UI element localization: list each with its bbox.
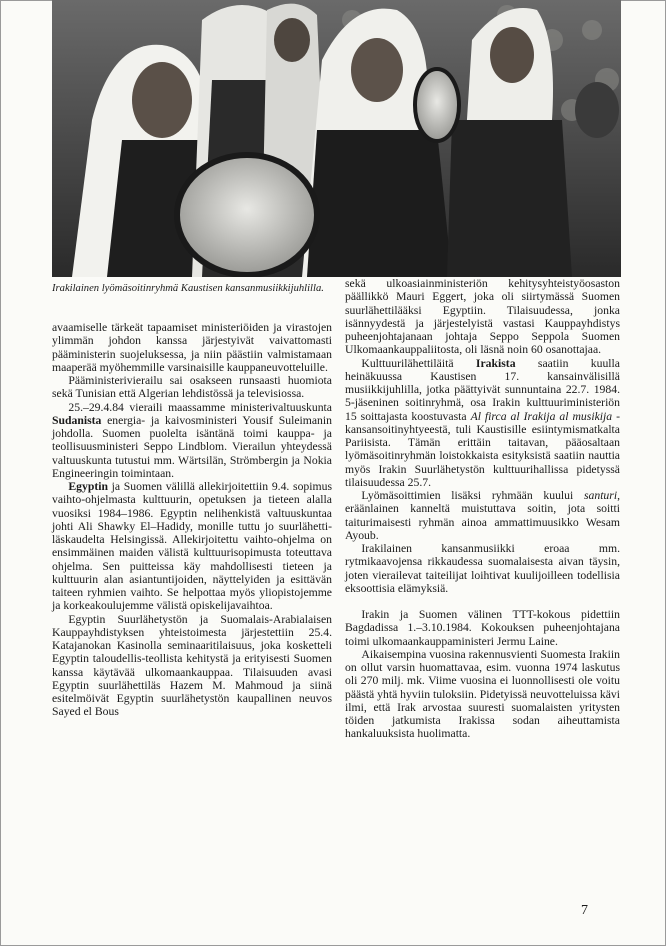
paragraph: 25.–29.4.84 vieraili maassamme ministerivaltuuskunta Sudanista energia- ja kaivosministeri Yousif Suleimanin johdolla. Suomen puolelta isäntänä toimi kauppa- ja teollisuusministeri Seppo Lindblom. Vierailun yhteydessä valtuuskunta tutustui mm. Wärtsilän, Strömbergin ja Nokia Engineeringin toimintaan. <box>52 400 332 480</box>
country-heading-iraq: Irakista <box>475 356 516 370</box>
right-column <box>345 277 620 741</box>
paragraph: Kulttuurilähettiläitä Irakista saatiin kuulla heinäkuussa Kaustisen 17. kansainvälisillä musiikkijuhlilla, jotka päättyivät sunnuntaina 22.7. 1984. 5-jäseninen soitinryhmä, osa Irakin kulttuuriministeriön 15 soittajasta koostuvasta Al firca al Irakija al musikija -kansansoitinyhtyeestä, tuli Kaustisille esiintymismatkalta Pariisista. Tämän erittäin taitavan, pääosaltaan lyömäsoitinryhmän loistokkaista esityksistä saatiin nauttia myös Irakin Suurlähetystön kulttuurihallissa pidetyssä tilaisuudessa 25.7. <box>345 356 620 489</box>
country-heading-egypt: Egyptin <box>68 480 108 493</box>
paragraph: Egyptin Suurlähetystön ja Suomalais-Arabialaisen Kauppayhdistyksen yhteistoimesta järjestettiin 25.4. Katajanokan Kasinolla seminaaritilaisuus, joka kosketteli Egyptin taloudellis-teollista kehitystä ja erityisesti Suomen kanssa käytävää ulkomaankauppaa. Tilaisuuden avasi Egyptin suurlähettiläs Hazem M. Mahmoud ja siinä esitelmöivät Egyptin suurlähetystön kaupallinen neuvos Sayed el Bous <box>52 612 332 719</box>
paragraph: Aikaisempina vuosina rakennusvienti Suomesta Irakiin on ollut varsin huomattavaa, esim. vuonna 1974 laskutus oli 270 milj. mk. Viime vuosina ei luonnollisesti ole voitu päästä yhtä hyviin tuloksiin. Pidetyissä neuvotteluissa kävi ilmi, että Irak arvostaa suuresti suomalaisten yritysten töiden jatkumista Irakissa sodan aiheuttamista hankaluuksista huolimatta. <box>345 647 620 741</box>
page-number: 7 <box>581 903 588 918</box>
left-column <box>52 321 332 719</box>
paragraph: sekä ulkoasiainministeriön kehitysyhteistyöosaston päällikkö Mauri Eggert, joka oli siirtymässä Suomen suurlähettilääksi Egyptiin. Tilaisuudessa, jonka isännyydestä ja järjestelyistä vastasi Kauppayhdistys puheenjohtajanaan johtaja Seppo Seppola Suomen Ulkomaankauppaliitosta, oli läsnä noin 60 osanottajaa. <box>345 277 620 357</box>
musicians-photo <box>52 0 621 277</box>
paragraph: Irakin ja Suomen välinen TTT-kokous pidettiin Bagdadissa 1.–3.10.1984. Kokouksen puheenjohtajana toimi ulkomaankauppaministeri Jermu Laine. <box>345 608 620 648</box>
paragraph: avaamiselle tärkeät tapaamiset ministeriöiden ja virastojen ylimmän johdon kanssa järjestyivät vaivattomasti pääministerin suojeluksessa, ja niin päästiin valmistamaan maaperää myöhemmille varsinaisille kauppaneuvotteluille. <box>52 321 332 374</box>
paragraph: Lyömäsoittimien lisäksi ryhmään kuului santuri, eräänlainen kanneltä muistuttava soitin, jota soitti taiturimaisesti ryhmän ainoa ammattimuusikko Wesam Ayoub. <box>345 489 620 542</box>
country-heading-sudan: Sudanista <box>52 413 102 427</box>
paragraph: Egyptin ja Suomen välillä allekirjoitettiin 9.4. sopimus vaihto-ohjelmasta kulttuurin, opetuksen ja tieteen alalla vuosiksi 1984–1986. Egyptin nelihenkistä valtuuskuntaa johti Ali Shawky El–Hadidy, monille tuttu jo suurlähettiläskaudelta Helsingissä. Allekirjoitettu vaihto-ohjelma on ensimmäinen maiden välistä kulttuurisopimusta toteuttava ohjelma. Sen puitteissa käy mahdollisesti tieteen ja kulttuurin alan asiantuntijoiden, näyttelyiden ja esittävän taiteen ryhmien vaihto. Se helpottaa myös yliopistojemme ja korkeakoulujemme välistä opiskelijavaihtoa. <box>52 480 332 613</box>
photo-caption: Irakilainen lyömäsoitinryhmä Kaustisen kansanmusiikkijuhlilla. <box>52 283 324 294</box>
paragraph: Irakilainen kansanmusiikki eroaa mm. rytmikaavojensa rikkaudessa suomalaisesta aivan täysin, joten vierailevat taiteilijat loihtivat kuulijoilleen todellisia eksoottisia elämyksiä. <box>345 542 620 595</box>
paragraph: Pääministerivierailu sai osakseen runsaasti huomiota sekä Tunisian että Algerian lehdistössä ja televisiossa. <box>52 374 332 401</box>
